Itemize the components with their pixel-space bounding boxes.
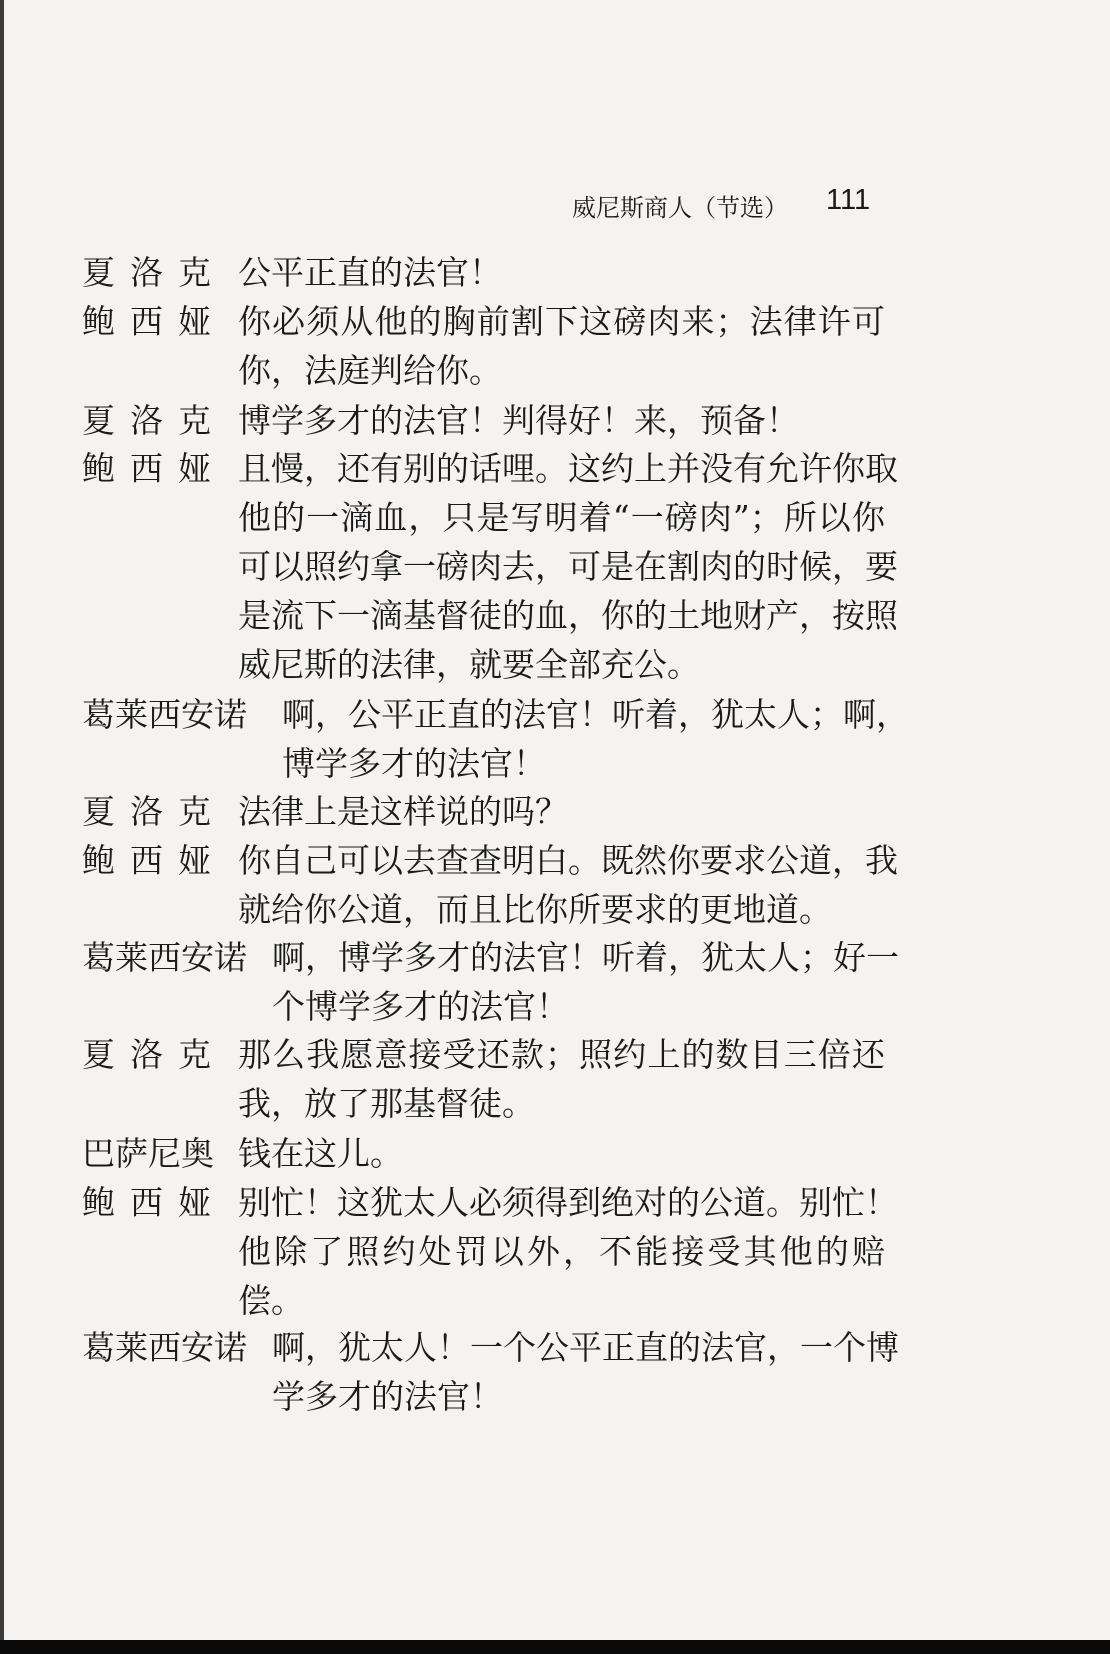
dialogue-line: 博学多才的法官！判得好！来，预备！ <box>238 401 799 440</box>
dialogue-line: 钱在这儿。 <box>238 1134 403 1173</box>
dialogue-line: 你自己可以去查查明白。既然你要求公道，我 <box>238 841 898 880</box>
speaker-name: 夏洛克 <box>82 253 226 292</box>
speaker-name: 夏洛克 <box>82 792 226 831</box>
dialogue-line: 别忙！这犹太人必须得到绝对的公道。别忙！ <box>238 1183 898 1222</box>
speaker-name: 鲍西娅 <box>82 449 226 488</box>
page-number: 111 <box>826 184 871 216</box>
speaker-name: 巴萨尼奥 <box>82 1134 214 1173</box>
dialogue-line: 你必须从他的胸前割下这磅肉来；法律许可 <box>238 302 885 341</box>
dialogue-line: 他除了照约处罚以外，不能接受其他的赔 <box>238 1232 885 1271</box>
dialogue-line: 那么我愿意接受还款；照约上的数目三倍还 <box>238 1035 885 1074</box>
speaker-name: 鲍西娅 <box>82 302 226 341</box>
dialogue-line: 可以照约拿一磅肉去，可是在割肉的时候，要 <box>238 547 898 586</box>
dialogue-line: 你，法庭判给你。 <box>238 351 502 390</box>
dialogue-line: 威尼斯的法律，就要全部充公。 <box>238 645 700 684</box>
speaker-name: 夏洛克 <box>82 401 226 440</box>
dialogue-line: 法律上是这样说的吗？ <box>238 792 568 831</box>
scan-edge-left <box>0 0 4 1654</box>
running-header-title: 威尼斯商人（节选） <box>572 194 788 222</box>
speaker-name: 葛莱西安诺 <box>82 1328 247 1367</box>
dialogue-line: 我，放了那基督徒。 <box>238 1084 535 1123</box>
dialogue-line: 就给你公道，而且比你所要求的更地道。 <box>238 890 832 929</box>
dialogue-line: 学多才的法官！ <box>272 1377 503 1416</box>
dialogue-line: 偿。 <box>238 1281 304 1320</box>
dialogue-line: 是流下一滴基督徒的血，你的土地财产，按照 <box>238 596 898 635</box>
dialogue-line: 他的一滴血，只是写明着“一磅肉”；所以你 <box>238 498 885 537</box>
scan-edge-bottom <box>0 1640 1110 1654</box>
dialogue-line: 啊，公平正直的法官！听着，犹太人；啊， <box>282 695 909 734</box>
speaker-name: 鲍西娅 <box>82 841 226 880</box>
dialogue-line: 且慢，还有别的话哩。这约上并没有允许你取 <box>238 449 898 488</box>
speaker-name: 葛莱西安诺 <box>82 695 247 734</box>
dialogue-line: 博学多才的法官！ <box>282 744 546 783</box>
speaker-name: 葛莱西安诺 <box>82 938 247 977</box>
speaker-name: 夏洛克 <box>82 1035 226 1074</box>
speaker-name: 鲍西娅 <box>82 1183 226 1222</box>
dialogue-line: 公平正直的法官！ <box>238 253 502 292</box>
dialogue-line: 啊，犹太人！一个公平正直的法官，一个博 <box>272 1328 899 1367</box>
dialogue-line: 啊，博学多才的法官！听着，犹太人；好一 <box>272 938 899 977</box>
dialogue-line: 个博学多才的法官！ <box>272 987 569 1026</box>
